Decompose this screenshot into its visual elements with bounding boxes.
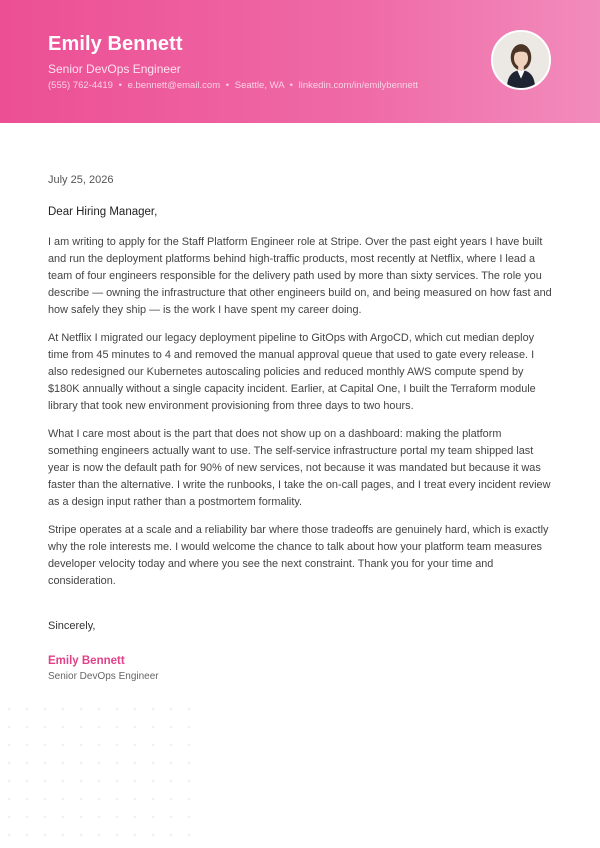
contact-linkedin[interactable]: linkedin.com/in/emilybennett (298, 80, 418, 91)
closing: Sincerely, (48, 620, 96, 632)
contact-separator: • (118, 80, 122, 91)
body-paragraph: Stripe operates at a scale and a reliability bar where those tradeoffs are genuinely hard, which is exactly why the role interests me. I would welcome the chance to talk about how your platform team measures developer velocity today and where you see the next constraint. Thank you for your time and consideration. (48, 524, 549, 587)
signature-title: Senior DevOps Engineer (48, 671, 159, 682)
portrait-illustration (493, 32, 549, 88)
decorative-dot-pattern (0, 700, 200, 848)
applicant-title: Senior DevOps Engineer (48, 62, 181, 76)
body-paragraph: What I care most about is the part that does not show up on a dashboard: making the platform something engineers actually want to use. The self-service infrastructure portal my team shipped last year is now the default path for 90% of new services, not because it was mandated but because it was faster than the alternative. I write the runbooks, I take the on-call pages, and I treat every incident review as a design input rather than a postmortem formality. (48, 428, 551, 508)
portrait-photo-icon (491, 30, 551, 90)
letter-body (48, 234, 554, 601)
contact-separator: • (225, 80, 230, 91)
header-banner (0, 0, 600, 123)
body-paragraph: I am writing to apply for the Staff Platform Engineer role at Stripe. Over the past eight years I have built and run the deployment platforms behind high-traffic products, most recently at Netflix, where I lead a team of four engineers responsible for the delivery path used by more than sixty services. The role you describe — owning the infrastructure that other engineers build on, and being measured on how fast and how safely they ship — is the work I have spent my career doing. (48, 236, 552, 316)
contact-separator: • (289, 80, 293, 91)
contact-phone: (555) 762-4419 (48, 80, 113, 91)
salutation: Dear Hiring Manager, (48, 206, 158, 218)
applicant-name: Emily Bennett (48, 33, 183, 55)
contact-line (48, 80, 418, 91)
contact-email[interactable]: e.bennett@email.com (127, 80, 221, 91)
contact-location: Seattle, WA (234, 80, 285, 91)
body-paragraph: At Netflix I migrated our legacy deployment pipeline to GitOps with ArgoCD, which cut median deploy time from 45 minutes to 4 and removed the manual approval queue that used to gate every release. I also redesigned our Kubernetes autoscaling policies and reduced monthly AWS compute spend by $180K annually without a single capacity incident. Earlier, at Capital One, I built the Terraform module library that took new environment provisioning from three days to two hours. (48, 332, 536, 412)
letter-date: July 25, 2026 (48, 174, 114, 186)
signature-name: Emily Bennett (48, 655, 125, 667)
